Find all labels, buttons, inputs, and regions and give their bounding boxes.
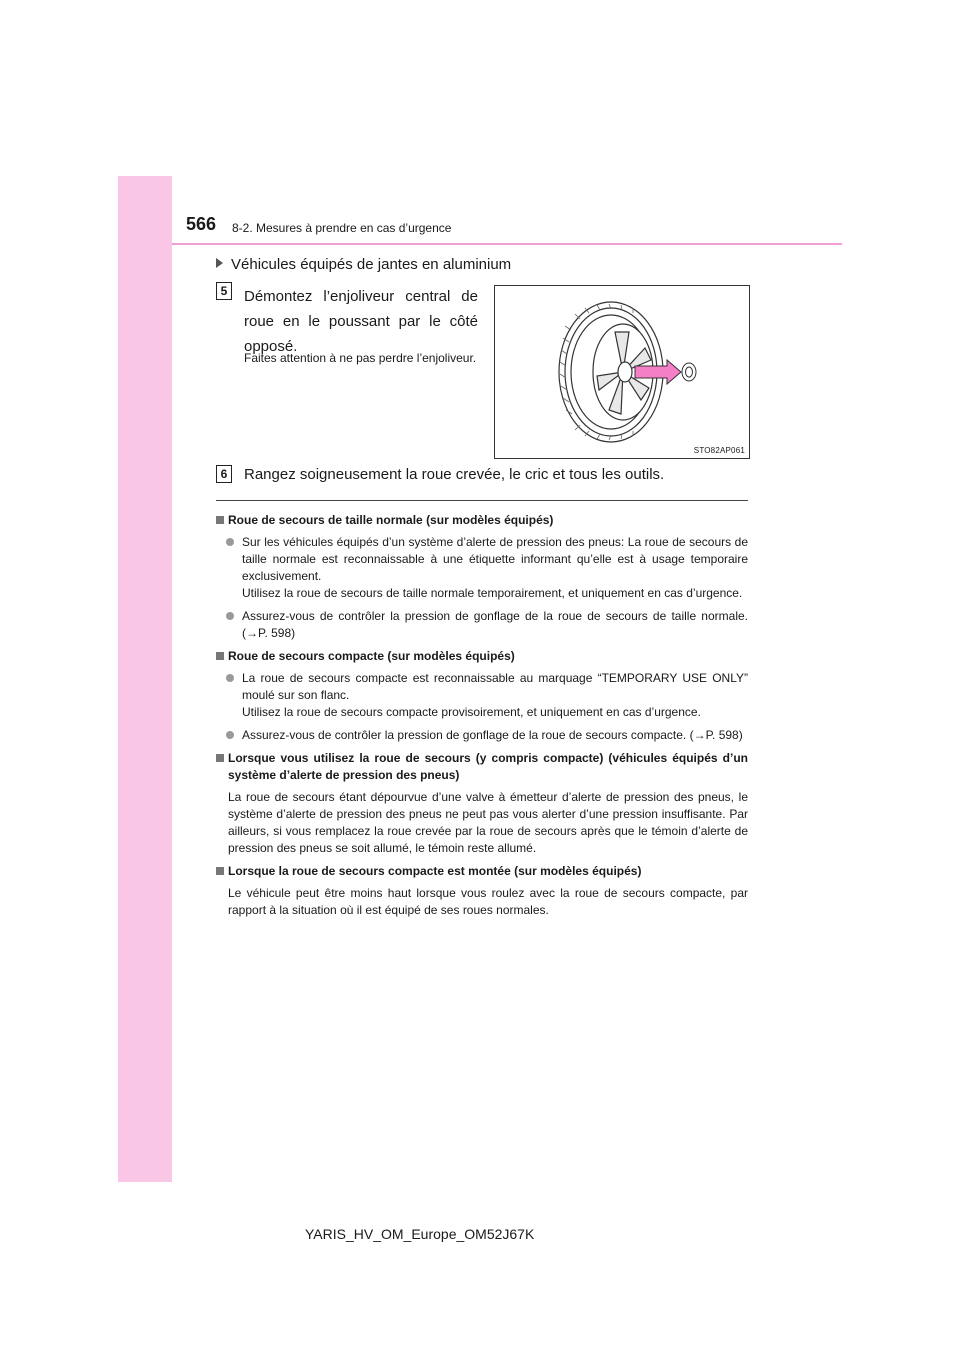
header-rule — [172, 243, 842, 245]
subheading — [216, 256, 511, 273]
figure-id: STO82AP061 — [693, 446, 745, 455]
chapter-title: 8-2. Mesures à prendre en cas d’urgence — [232, 221, 452, 235]
step-5-text: Démontez l’enjoliveur central de roue en le poussant par le côté opposé. — [244, 288, 478, 355]
tire-wheel-diagram — [495, 286, 749, 458]
bullet-item: Assurez-vous de contrôler la pression de gonflage de la roue de secours compacte. (→P. 598) — [216, 727, 748, 744]
document-footer: YARIS_HV_OM_Europe_OM52J67K — [305, 1226, 535, 1242]
bullet-line: La roue de secours compacte est reconnaissable au marquage “TEMPORARY USE ONLY” moulé sur son flanc. — [242, 671, 748, 702]
bullet-item — [216, 534, 748, 602]
step-6-text: Rangez soigneusement la roue crevée, le cric et tous les outils. — [244, 466, 665, 483]
section-heading: Lorsque la roue de secours compacte est montée (sur modèles équipés) — [216, 863, 748, 880]
bullet-item: Assurez-vous de contrôler la pression de gonflage de la roue de secours de taille normale. (→P. 598) — [216, 608, 748, 642]
section-paragraph: Le véhicule peut être moins haut lorsque vous roulez avec la roue de secours compacte, par rapport à la situation où il est équipé de ses roues normales. — [228, 886, 748, 917]
wheel-cap-illustration — [494, 285, 750, 459]
notes-body — [216, 512, 748, 925]
step-5-number: 5 — [216, 282, 232, 300]
bullet-line: Sur les véhicules équipés d’un système d’alerte de pression des pneus: La roue de secours de taille normale est reconnaissable à une étiquette informant qu’elle est à usage temporaire exclusivement. — [242, 535, 748, 583]
bullet-line: Utilisez la roue de secours de taille normale temporairement, et uniquement en cas d’urgence. — [242, 586, 743, 600]
section-heading: Roue de secours de taille normale (sur modèles équipés) — [216, 512, 748, 529]
section-heading: Roue de secours compacte (sur modèles équipés) — [216, 648, 748, 665]
step-5-note: Faites attention à ne pas perdre l’enjoliveur. — [244, 351, 477, 365]
page-number: 566 — [186, 214, 217, 234]
section-divider — [216, 500, 748, 501]
bullet-line: Utilisez la roue de secours compacte provisoirement, et uniquement en cas d’urgence. — [242, 705, 701, 719]
step-6-number: 6 — [216, 465, 232, 483]
bullet-item — [216, 670, 748, 721]
section-heading: Lorsque vous utilisez la roue de secours (y compris compacte) (véhicules équipés d’un système d’alerte de pression des pneus) — [216, 750, 748, 784]
subheading-text: Véhicules équipés de jantes en aluminium — [231, 256, 512, 273]
triangle-bullet-icon — [216, 258, 223, 268]
section-paragraph: La roue de secours étant dépourvue d’une valve à émetteur d’alerte de pression des pneus, le système d’alerte de pression des pneus ne peut pas vous alerter d’une pression insuffisante. Par ailleurs, si vous remplacez la roue crevée par la roue de secours après que le témoin d’alerte de pression des pneus se soit allumé, le témoin reste allumé. — [228, 790, 748, 855]
chapter-sidebar-tab — [118, 176, 172, 1182]
